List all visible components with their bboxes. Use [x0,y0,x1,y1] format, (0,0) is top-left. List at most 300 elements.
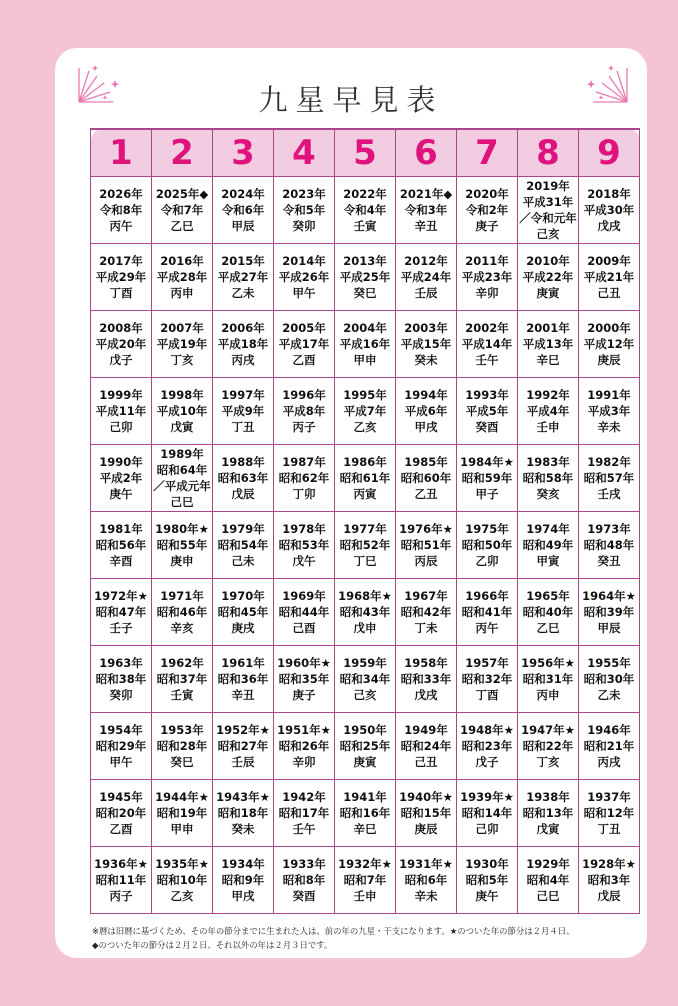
eto-label: 壬寅 [353,219,377,233]
era-label: 昭和37年 [156,672,208,686]
year-label: 1955年 [587,656,631,670]
era-label: 昭和58年 [522,471,574,485]
year-label: 1951年★ [277,723,331,737]
era-label: 昭和46年 [156,605,208,619]
eto-label: 癸丑 [597,554,621,568]
year-label: 1950年 [343,723,387,737]
year-label: 1946年 [587,723,631,737]
eto-label: 丁巳 [353,554,377,568]
eto-label: 癸巳 [170,755,194,769]
era-label: 昭和39年 [583,605,635,619]
table-row [91,780,640,847]
eto-label: 甲寅 [536,554,560,568]
year-cell [152,311,213,378]
eto-label: 丙子 [109,889,133,903]
era-label: 平成17年 [278,337,330,351]
eto-label: 庚子 [475,219,499,233]
year-label: 1957年 [465,656,509,670]
eto-label: 壬子 [109,621,133,635]
era-label: 昭和38年 [95,672,147,686]
year-label: 2011年 [465,254,509,268]
year-cell [457,244,518,311]
year-cell [335,378,396,445]
era-label: 昭和27年 [217,739,269,753]
year-cell [579,579,640,646]
era-label: 昭和51年 [400,538,452,552]
year-cell [518,713,579,780]
era-label: 昭和33年 [400,672,452,686]
eto-label: 己酉 [292,621,316,635]
year-cell [213,713,274,780]
era-label: 昭和10年 [156,873,208,887]
eto-label: 辛巳 [353,822,377,836]
year-cell [274,311,335,378]
year-label: 2009年 [587,254,631,268]
year-cell [335,512,396,579]
eto-label: 乙未 [597,688,621,702]
era-label: 昭和43年 [339,605,391,619]
eto-label: 庚辰 [597,353,621,367]
year-cell [457,579,518,646]
era-label: 昭和28年 [156,739,208,753]
era-label: 平成8年 [282,404,326,418]
year-cell [152,244,213,311]
eto-label: 乙丑 [414,487,438,501]
eto-label: 甲戌 [414,420,438,434]
year-cell [579,646,640,713]
eto-label: 丙寅 [353,487,377,501]
era-label: 平成7年 [343,404,387,418]
year-cell [396,244,457,311]
year-label: 1982年 [587,455,631,469]
era-label: 昭和40年 [522,605,574,619]
year-label: 2007年 [160,321,204,335]
year-label: 2023年 [282,187,326,201]
year-cell [213,244,274,311]
era-label: 昭和34年 [339,672,391,686]
eto-label: 丙戌 [231,353,255,367]
year-label: 1991年 [587,388,631,402]
star-number-header: 6 [396,129,457,177]
eto-label: 壬辰 [414,286,438,300]
year-cell [579,445,640,512]
year-cell [152,512,213,579]
footnote [92,924,640,952]
year-label: 1993年 [465,388,509,402]
year-label: 1944年★ [155,790,209,804]
year-label: 1979年 [221,522,265,536]
era-label: 平成26年 [278,270,330,284]
year-label: 2013年 [343,254,387,268]
era-label: 昭和64年 [156,463,208,477]
year-label: 1975年 [465,522,509,536]
year-label: 1978年 [282,522,326,536]
year-label: 1969年 [282,589,326,603]
year-label: 1987年 [282,455,326,469]
eto-label: 己丑 [414,755,438,769]
era-label: 平成21年 [583,270,635,284]
year-label: 1983年 [526,455,570,469]
eto-label: 己卯 [109,420,133,434]
year-cell [213,579,274,646]
year-label: 1958年 [404,656,448,670]
era-label: 平成16年 [339,337,391,351]
era-label: 昭和29年 [95,739,147,753]
eto-label: 壬戌 [597,487,621,501]
era-label: 昭和23年 [461,739,513,753]
era-label: 平成15年 [400,337,452,351]
era-label: ／平成元年 [153,479,211,493]
eto-label: 戊申 [353,621,377,635]
era-label: 昭和18年 [217,806,269,820]
year-cell [335,311,396,378]
eto-label: 辛卯 [475,286,499,300]
year-label: 1933年 [282,857,326,871]
footnote-line: ◆のついた年の節分は２月２日、それ以外の年は２月３日です。 [92,940,333,950]
eto-label: 戊寅 [170,420,194,434]
star-number-header: 7 [457,129,518,177]
eto-label: 甲辰 [231,219,255,233]
eto-label: 庚午 [475,889,499,903]
year-cell [274,579,335,646]
era-label: 昭和7年 [343,873,387,887]
era-label: 昭和42年 [400,605,452,619]
year-label: 2004年 [343,321,387,335]
eto-label: 乙酉 [292,353,316,367]
year-cell [91,311,152,378]
era-label: 昭和9年 [221,873,265,887]
eto-label: 丙午 [109,219,133,233]
era-label: 昭和36年 [217,672,269,686]
year-cell [91,512,152,579]
year-label: 1999年 [99,388,143,402]
year-cell [396,713,457,780]
eto-label: 乙巳 [170,219,194,233]
eto-label: 庚午 [109,487,133,501]
year-cell [152,378,213,445]
year-label: 2008年 [99,321,143,335]
year-label: 2022年 [343,187,387,201]
year-label: 1967年 [404,589,448,603]
year-label: 1981年 [99,522,143,536]
year-label: 1959年 [343,656,387,670]
year-label: 1968年★ [338,589,392,603]
year-cell [579,512,640,579]
year-label: 2006年 [221,321,265,335]
year-cell [91,579,152,646]
era-label: 昭和8年 [282,873,326,887]
eto-label: 乙卯 [475,554,499,568]
eto-label: 壬申 [353,889,377,903]
eto-label: 丙午 [475,621,499,635]
era-label: 昭和35年 [278,672,330,686]
table-row [91,378,640,445]
era-label: 平成29年 [95,270,147,284]
year-label: 1973年 [587,522,631,536]
eto-label: 乙未 [231,286,255,300]
year-label: 1962年 [160,656,204,670]
year-cell [213,780,274,847]
era-label: 昭和48年 [583,538,635,552]
star-number-header: 8 [518,129,579,177]
era-label: 平成2年 [99,471,143,485]
year-label: 1990年 [99,455,143,469]
year-label: 2001年 [526,321,570,335]
year-label: 1940年★ [399,790,453,804]
year-cell [213,378,274,445]
table-row [91,579,640,646]
year-label: 1971年 [160,589,204,603]
era-label: 昭和19年 [156,806,208,820]
era-label: 平成27年 [217,270,269,284]
era-label: 昭和31年 [522,672,574,686]
year-label: 1932年★ [338,857,392,871]
year-label: 2017年 [99,254,143,268]
eto-label: 乙巳 [536,621,560,635]
year-label: 1964年★ [582,589,636,603]
eto-label: 丙辰 [414,554,438,568]
eto-label: 庚辰 [414,822,438,836]
eto-label: 壬申 [536,420,560,434]
eto-label: 庚申 [170,554,194,568]
era-label: 平成19年 [156,337,208,351]
year-cell [579,177,640,244]
year-cell [91,244,152,311]
eto-label: 己亥 [353,688,377,702]
eto-label: 丙子 [292,420,316,434]
year-label: 2018年 [587,187,631,201]
year-label: 1929年 [526,857,570,871]
eto-label: 壬辰 [231,755,255,769]
eto-label: 癸酉 [292,889,316,903]
era-label: 令和5年 [282,203,326,217]
year-cell [457,713,518,780]
era-label: 昭和53年 [278,538,330,552]
eto-label: 己卯 [475,822,499,836]
year-label: 1931年★ [399,857,453,871]
eto-label: 丙申 [170,286,194,300]
year-cell [457,445,518,512]
era-label: 昭和55年 [156,538,208,552]
year-label: 1997年 [221,388,265,402]
year-cell [274,847,335,914]
era-label: 平成13年 [522,337,574,351]
era-label: 平成11年 [95,404,147,418]
year-cell [152,780,213,847]
year-label: 2025年◆ [155,187,209,201]
table-row [91,177,640,244]
era-label: 昭和54年 [217,538,269,552]
year-cell [396,780,457,847]
year-cell [518,311,579,378]
era-label: 昭和32年 [461,672,513,686]
year-cell [457,512,518,579]
era-label: 昭和16年 [339,806,391,820]
year-cell [152,713,213,780]
year-label: 1943年★ [216,790,270,804]
era-label: 昭和25年 [339,739,391,753]
year-cell [213,177,274,244]
year-cell [152,579,213,646]
year-label: 1989年 [160,447,204,461]
era-label: 昭和15年 [400,806,452,820]
year-label: 2012年 [404,254,448,268]
year-label: 2015年 [221,254,265,268]
year-label: 2014年 [282,254,326,268]
year-cell [518,244,579,311]
year-cell [518,579,579,646]
footnote-line: ※暦は旧暦に基づくため、その年の節分までに生まれた人は、前の年の九星・干支になります。★のついた年の節分は２月４日、 [92,926,575,936]
year-cell [396,311,457,378]
era-label: 平成9年 [221,404,265,418]
year-cell [91,713,152,780]
era-label: 昭和57年 [583,471,635,485]
year-label: 1976年★ [399,522,453,536]
era-label: 昭和45年 [217,605,269,619]
eto-label: 辛酉 [109,554,133,568]
era-label: 令和2年 [465,203,509,217]
eto-label: 辛巳 [536,353,560,367]
eto-label: 丁丑 [597,822,621,836]
eto-label: 戊辰 [231,487,255,501]
era-label: 平成22年 [522,270,574,284]
eto-label: 癸卯 [292,219,316,233]
year-label: 1954年 [99,723,143,737]
eto-label: 戊子 [475,755,499,769]
year-label: 1937年 [587,790,631,804]
era-label: 令和4年 [343,203,387,217]
year-label: 1936年★ [94,857,148,871]
era-label: 昭和59年 [461,471,513,485]
year-label: 1998年 [160,388,204,402]
era-label: 令和8年 [99,203,143,217]
era-label: 昭和61年 [339,471,391,485]
era-label: 令和3年 [404,203,448,217]
eto-label: 己巳 [536,889,560,903]
year-label: 1961年 [221,656,265,670]
era-label: 昭和14年 [461,806,513,820]
year-cell [518,646,579,713]
star-number-header: 3 [213,129,274,177]
year-cell [152,177,213,244]
table-row [91,512,640,579]
era-label: 令和7年 [160,203,204,217]
year-cell [335,177,396,244]
year-label: 1952年★ [216,723,270,737]
table-row [91,713,640,780]
year-cell [274,713,335,780]
year-cell [274,378,335,445]
star-number-header: 9 [579,129,640,177]
era-label: 昭和62年 [278,471,330,485]
year-cell [152,445,213,512]
year-label: 1995年 [343,388,387,402]
era-label: 平成24年 [400,270,452,284]
year-label: 1947年★ [521,723,575,737]
era-label: 平成3年 [587,404,631,418]
era-label: 昭和6年 [404,873,448,887]
year-cell [518,378,579,445]
kyusei-table [90,128,640,914]
year-label: 1994年 [404,388,448,402]
year-cell [213,311,274,378]
era-label: 令和6年 [221,203,265,217]
era-label: 昭和12年 [583,806,635,820]
table-row [91,244,640,311]
year-label: 2021年◆ [399,187,453,201]
era-label: 昭和49年 [522,538,574,552]
year-cell [457,378,518,445]
year-label: 1977年 [343,522,387,536]
eto-label: 丁卯 [292,487,316,501]
year-cell [396,512,457,579]
eto-label: 己丑 [597,286,621,300]
year-cell [579,244,640,311]
eto-label: 癸未 [414,353,438,367]
year-label: 1941年 [343,790,387,804]
year-label: 2019年 [526,179,570,193]
eto-label: 辛未 [597,420,621,434]
year-label: 2010年 [526,254,570,268]
eto-label: 乙亥 [353,420,377,434]
era-label: 平成28年 [156,270,208,284]
table-row [91,646,640,713]
page-title: 九星早見表 [258,83,444,117]
era-label: 昭和24年 [400,739,452,753]
era-label: 昭和21年 [583,739,635,753]
year-label: 1980年★ [155,522,209,536]
year-cell [518,445,579,512]
eto-label: 己亥 [536,227,560,241]
year-label: 2020年 [465,187,509,201]
year-label: 1934年 [221,857,265,871]
star-number-header: 1 [91,129,152,177]
eto-label: 戊午 [292,554,316,568]
era-label: 昭和17年 [278,806,330,820]
year-cell [396,378,457,445]
era-label: 平成25年 [339,270,391,284]
year-label: 1938年 [526,790,570,804]
era-label: 昭和4年 [526,873,570,887]
eto-label: 壬寅 [170,688,194,702]
year-label: 2002年 [465,321,509,335]
eto-label: 丙戌 [597,755,621,769]
eto-label: 戊戌 [414,688,438,702]
year-cell [396,579,457,646]
eto-label: 辛卯 [292,755,316,769]
eto-label: 癸亥 [536,487,560,501]
year-label: 1935年★ [155,857,209,871]
year-cell [213,512,274,579]
eto-label: 乙亥 [170,889,194,903]
year-cell [335,646,396,713]
eto-label: 戊戌 [597,219,621,233]
eto-label: 壬午 [475,353,499,367]
era-label: 平成30年 [583,203,635,217]
year-label: 1972年★ [94,589,148,603]
era-label: 昭和41年 [461,605,513,619]
year-label: 2000年 [587,321,631,335]
era-label: 昭和50年 [461,538,513,552]
eto-label: 甲戌 [231,889,255,903]
era-label: 平成12年 [583,337,635,351]
table-row [91,311,640,378]
year-cell [152,646,213,713]
year-cell [91,378,152,445]
year-cell [274,177,335,244]
eto-label: 庚寅 [353,755,377,769]
year-label: 2026年 [99,187,143,201]
